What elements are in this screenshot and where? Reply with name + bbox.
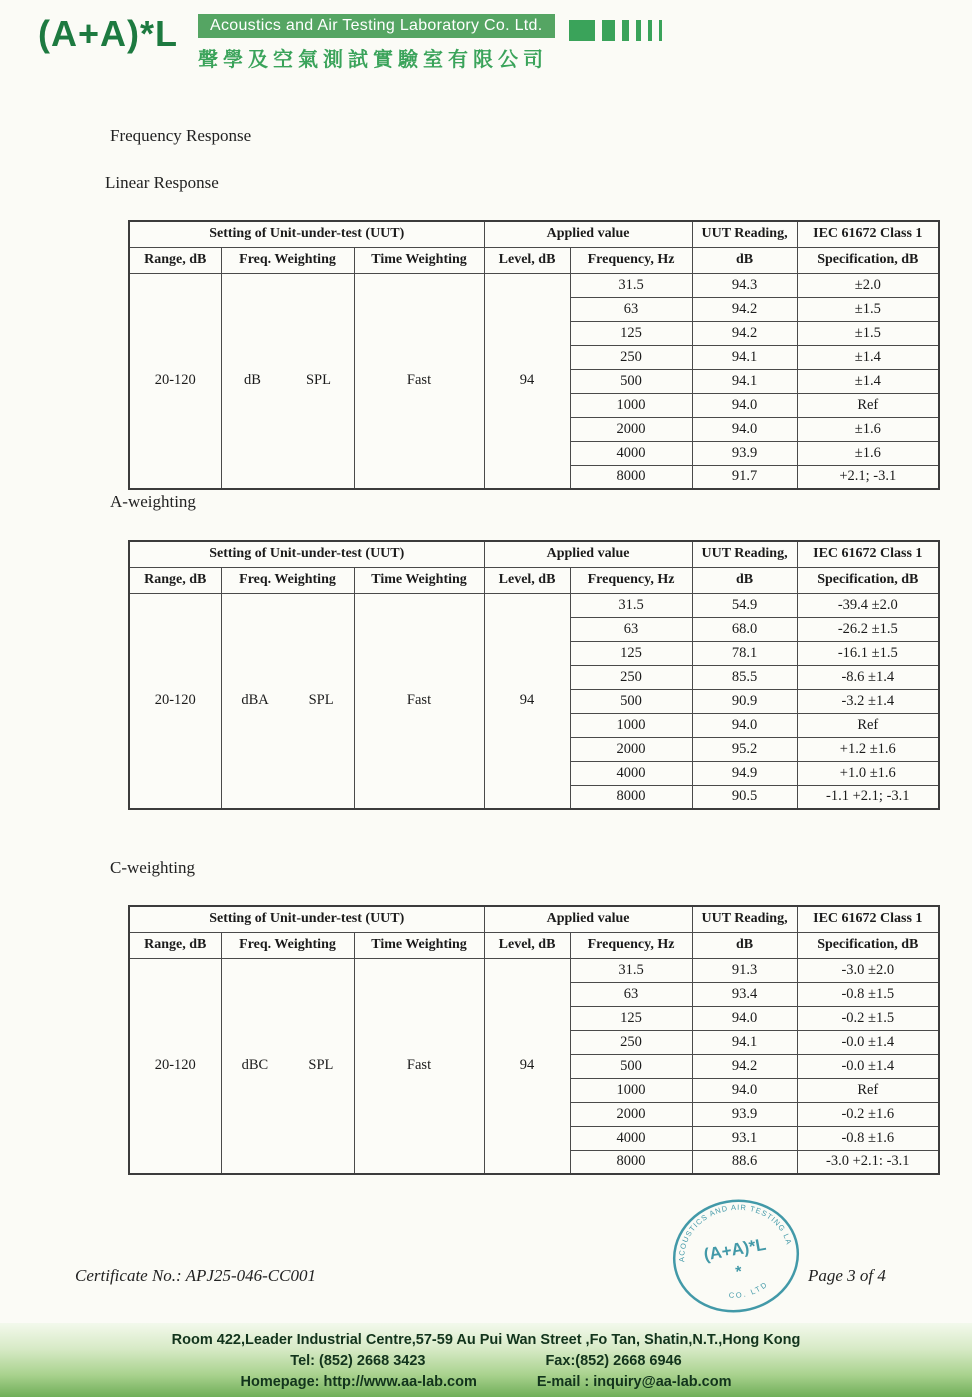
a-weighting-table-wrap [128,540,940,810]
time-weighting-cell: Fast [354,273,484,489]
uut-reading-header: UUT Reading, [692,221,797,247]
spec-cell: -0.8 ±1.6 [797,1126,939,1150]
freq-cell: 63 [570,297,692,321]
freq-cell: 8000 [570,465,692,489]
company-logo: (A+A)*L [38,13,178,54]
spec-cell: Ref [797,393,939,417]
time-weighting-header: Time Weighting [354,932,484,958]
iec-spec-header: Specification, dB [797,932,939,958]
freq-cell: 63 [570,982,692,1006]
freq-cell: 250 [570,345,692,369]
freq-weighting-unit: SPL [308,692,334,709]
freq-weighting-unit: SPL [305,372,331,389]
freq-weighting-value: dBA [241,692,269,709]
stamp-star: * [734,1263,744,1282]
spec-cell: -0.8 ±1.5 [797,982,939,1006]
uut-reading-unit-header: dB [692,932,797,958]
reading-cell: 95.2 [692,737,797,761]
logo-bar [602,20,615,41]
applied-value-header: Applied value [484,906,692,932]
header-row-1 [129,906,939,932]
logo-bar [648,20,652,41]
logo-bar [636,20,641,41]
range-header: Range, dB [129,567,221,593]
freq-weighting-cell [221,273,354,489]
freq-cell: 63 [570,617,692,641]
reading-cell: 93.4 [692,982,797,1006]
spec-cell: ±1.6 [797,417,939,441]
iec-spec-header: Specification, dB [797,567,939,593]
freq-cell: 250 [570,1030,692,1054]
stamp-graphic [658,1182,814,1330]
frequency-header: Frequency, Hz [570,567,692,593]
svg-text:CO. LTD [726,1279,771,1302]
footer-address: Room 422,Leader Industrial Centre,57-59 Au Pui Wan Street ,Fo Tan, Shatin,N.T.,Hong Kong [171,1332,801,1348]
iec-spec-header: Specification, dB [797,247,939,273]
spec-cell: ±1.4 [797,345,939,369]
reading-cell: 94.0 [692,713,797,737]
section-title-a-weighting: A-weighting [110,492,196,511]
reading-cell: 94.1 [692,369,797,393]
reading-cell: 94.3 [692,273,797,297]
freq-cell: 500 [570,689,692,713]
freq-cell: 2000 [570,417,692,441]
freq-cell: 1000 [570,393,692,417]
freq-weighting-cell [221,593,354,809]
freq-cell: 2000 [570,1102,692,1126]
range-cell: 20-120 [129,593,221,809]
freq-weighting-header: Freq. Weighting [221,567,354,593]
level-header: Level, dB [484,932,570,958]
freq-weighting-header: Freq. Weighting [221,932,354,958]
letterhead [38,14,662,72]
footer-address-bar [0,1323,972,1397]
reading-cell: 91.3 [692,958,797,982]
spec-cell: ±1.5 [797,321,939,345]
logo-bars-decoration [569,20,662,41]
time-weighting-cell: Fast [354,958,484,1174]
range-cell: 20-120 [129,273,221,489]
spec-cell: -0.0 ±1.4 [797,1030,939,1054]
header-row-1 [129,541,939,567]
reading-cell: 54.9 [692,593,797,617]
freq-cell: 125 [570,321,692,345]
c-weighting-table [128,905,940,1175]
reading-cell: 94.0 [692,1006,797,1030]
freq-cell: 500 [570,369,692,393]
table-row [129,593,939,617]
frequency-header: Frequency, Hz [570,247,692,273]
spec-cell: -1.1 +2.1; -3.1 [797,785,939,809]
c-weighting-table-wrap [128,905,940,1175]
level-header: Level, dB [484,567,570,593]
reading-cell: 85.5 [692,665,797,689]
spec-cell: ±2.0 [797,273,939,297]
level-header: Level, dB [484,247,570,273]
uut-reading-unit-header: dB [692,567,797,593]
spec-cell: -3.0 +2.1: -3.1 [797,1150,939,1174]
reading-cell: 94.2 [692,297,797,321]
freq-weighting-header: Freq. Weighting [221,247,354,273]
freq-cell: 31.5 [570,273,692,297]
freq-cell: 125 [570,641,692,665]
reading-cell: 90.5 [692,785,797,809]
header-row-1 [129,221,939,247]
frequency-header: Frequency, Hz [570,932,692,958]
freq-cell: 4000 [570,761,692,785]
company-name-block [198,14,555,72]
reading-cell: 68.0 [692,617,797,641]
laboratory-stamp [658,1182,814,1330]
logo-bar [569,20,595,41]
spec-cell: -26.2 ±1.5 [797,617,939,641]
spec-cell: ±1.4 [797,369,939,393]
reading-cell: 94.0 [692,1078,797,1102]
footer-homepage: Homepage: http://www.aa-lab.com [240,1374,477,1390]
reading-cell: 88.6 [692,1150,797,1174]
freq-weighting-value: dBC [241,1057,269,1074]
section-title-linear-response: Linear Response [105,173,219,192]
reading-cell: 93.9 [692,441,797,465]
level-cell: 94 [484,273,570,489]
a-weighting-table [128,540,940,810]
company-name-english: Acoustics and Air Testing Laboratory Co. Ltd. [198,14,555,38]
spec-cell: Ref [797,1078,939,1102]
range-header: Range, dB [129,247,221,273]
stamp-center-text: (A+A)*L [702,1234,768,1265]
reading-cell: 94.2 [692,321,797,345]
reading-cell: 91.7 [692,465,797,489]
range-header: Range, dB [129,932,221,958]
certificate-number: Certificate No.: APJ25-046-CC001 [75,1266,316,1285]
reading-cell: 94.1 [692,1030,797,1054]
reading-cell: 94.0 [692,393,797,417]
spec-cell: -3.0 ±2.0 [797,958,939,982]
freq-cell: 31.5 [570,593,692,617]
linear-response-table [128,220,940,490]
spec-cell: -0.0 ±1.4 [797,1054,939,1078]
reading-cell: 90.9 [692,689,797,713]
stamp-ring-text-top: ACOUSTICS AND AIR TESTING LABORATORY [658,1198,794,1263]
spec-cell: +2.1; -3.1 [797,465,939,489]
freq-weighting-unit: SPL [308,1057,334,1074]
level-cell: 94 [484,593,570,809]
freq-cell: 4000 [570,441,692,465]
range-cell: 20-120 [129,958,221,1174]
reading-cell: 94.0 [692,417,797,441]
freq-cell: 8000 [570,1150,692,1174]
level-cell: 94 [484,958,570,1174]
spec-cell: +1.2 ±1.6 [797,737,939,761]
freq-cell: 125 [570,1006,692,1030]
iec-header: IEC 61672 Class 1 [797,906,939,932]
freq-cell: 31.5 [570,958,692,982]
freq-cell: 250 [570,665,692,689]
freq-weighting-cell [221,958,354,1174]
freq-cell: 1000 [570,1078,692,1102]
spec-cell: -16.1 ±1.5 [797,641,939,665]
applied-value-header: Applied value [484,541,692,567]
spec-cell: -0.2 ±1.5 [797,1006,939,1030]
reading-cell: 94.2 [692,1054,797,1078]
freq-cell: 2000 [570,737,692,761]
footer-tel-fax [0,1351,972,1372]
section-title-frequency-response: Frequency Response [110,126,252,145]
spec-cell: ±1.6 [797,441,939,465]
spec-cell: -8.6 ±1.4 [797,665,939,689]
freq-cell: 500 [570,1054,692,1078]
spec-cell: +1.0 ±1.6 [797,761,939,785]
uut-setting-header: Setting of Unit-under-test (UUT) [129,541,484,567]
time-weighting-header: Time Weighting [354,247,484,273]
reading-cell: 78.1 [692,641,797,665]
table-row [129,273,939,297]
logo-bar [659,20,662,41]
uut-reading-unit-header: dB [692,247,797,273]
uut-setting-header: Setting of Unit-under-test (UUT) [129,221,484,247]
uut-reading-header: UUT Reading, [692,906,797,932]
spec-cell: ±1.5 [797,297,939,321]
applied-value-header: Applied value [484,221,692,247]
freq-cell: 8000 [570,785,692,809]
header-row-2 [129,247,939,273]
company-name-chinese: 聲學及空氣測試實驗室有限公司 [198,49,548,71]
linear-response-table-wrap [128,220,940,490]
uut-setting-header: Setting of Unit-under-test (UUT) [129,906,484,932]
time-weighting-cell: Fast [354,593,484,809]
section-title-c-weighting: C-weighting [110,858,195,877]
stamp-ring-text-bottom: CO. LTD [728,1279,770,1300]
header-row-2 [129,567,939,593]
logo-bar [622,20,629,41]
page-number: Page 3 of 4 [808,1266,886,1285]
footer-tel: Tel: (852) 2668 3423 [290,1353,426,1369]
spec-cell: -39.4 ±2.0 [797,593,939,617]
uut-reading-header: UUT Reading, [692,541,797,567]
reading-cell: 94.9 [692,761,797,785]
reading-cell: 93.9 [692,1102,797,1126]
footer-homepage-email [0,1372,972,1393]
header-row-2 [129,932,939,958]
reading-cell: 94.1 [692,345,797,369]
footer-email: E-mail : inquiry@aa-lab.com [536,1374,732,1390]
iec-header: IEC 61672 Class 1 [797,541,939,567]
spec-cell: Ref [797,713,939,737]
footer-fax: Fax:(852) 2668 6946 [545,1353,682,1369]
spec-cell: -0.2 ±1.6 [797,1102,939,1126]
freq-cell: 4000 [570,1126,692,1150]
reading-cell: 93.1 [692,1126,797,1150]
spec-cell: -3.2 ±1.4 [797,689,939,713]
iec-header: IEC 61672 Class 1 [797,221,939,247]
time-weighting-header: Time Weighting [354,567,484,593]
freq-cell: 1000 [570,713,692,737]
freq-weighting-value: dB [244,372,261,389]
table-row [129,958,939,982]
